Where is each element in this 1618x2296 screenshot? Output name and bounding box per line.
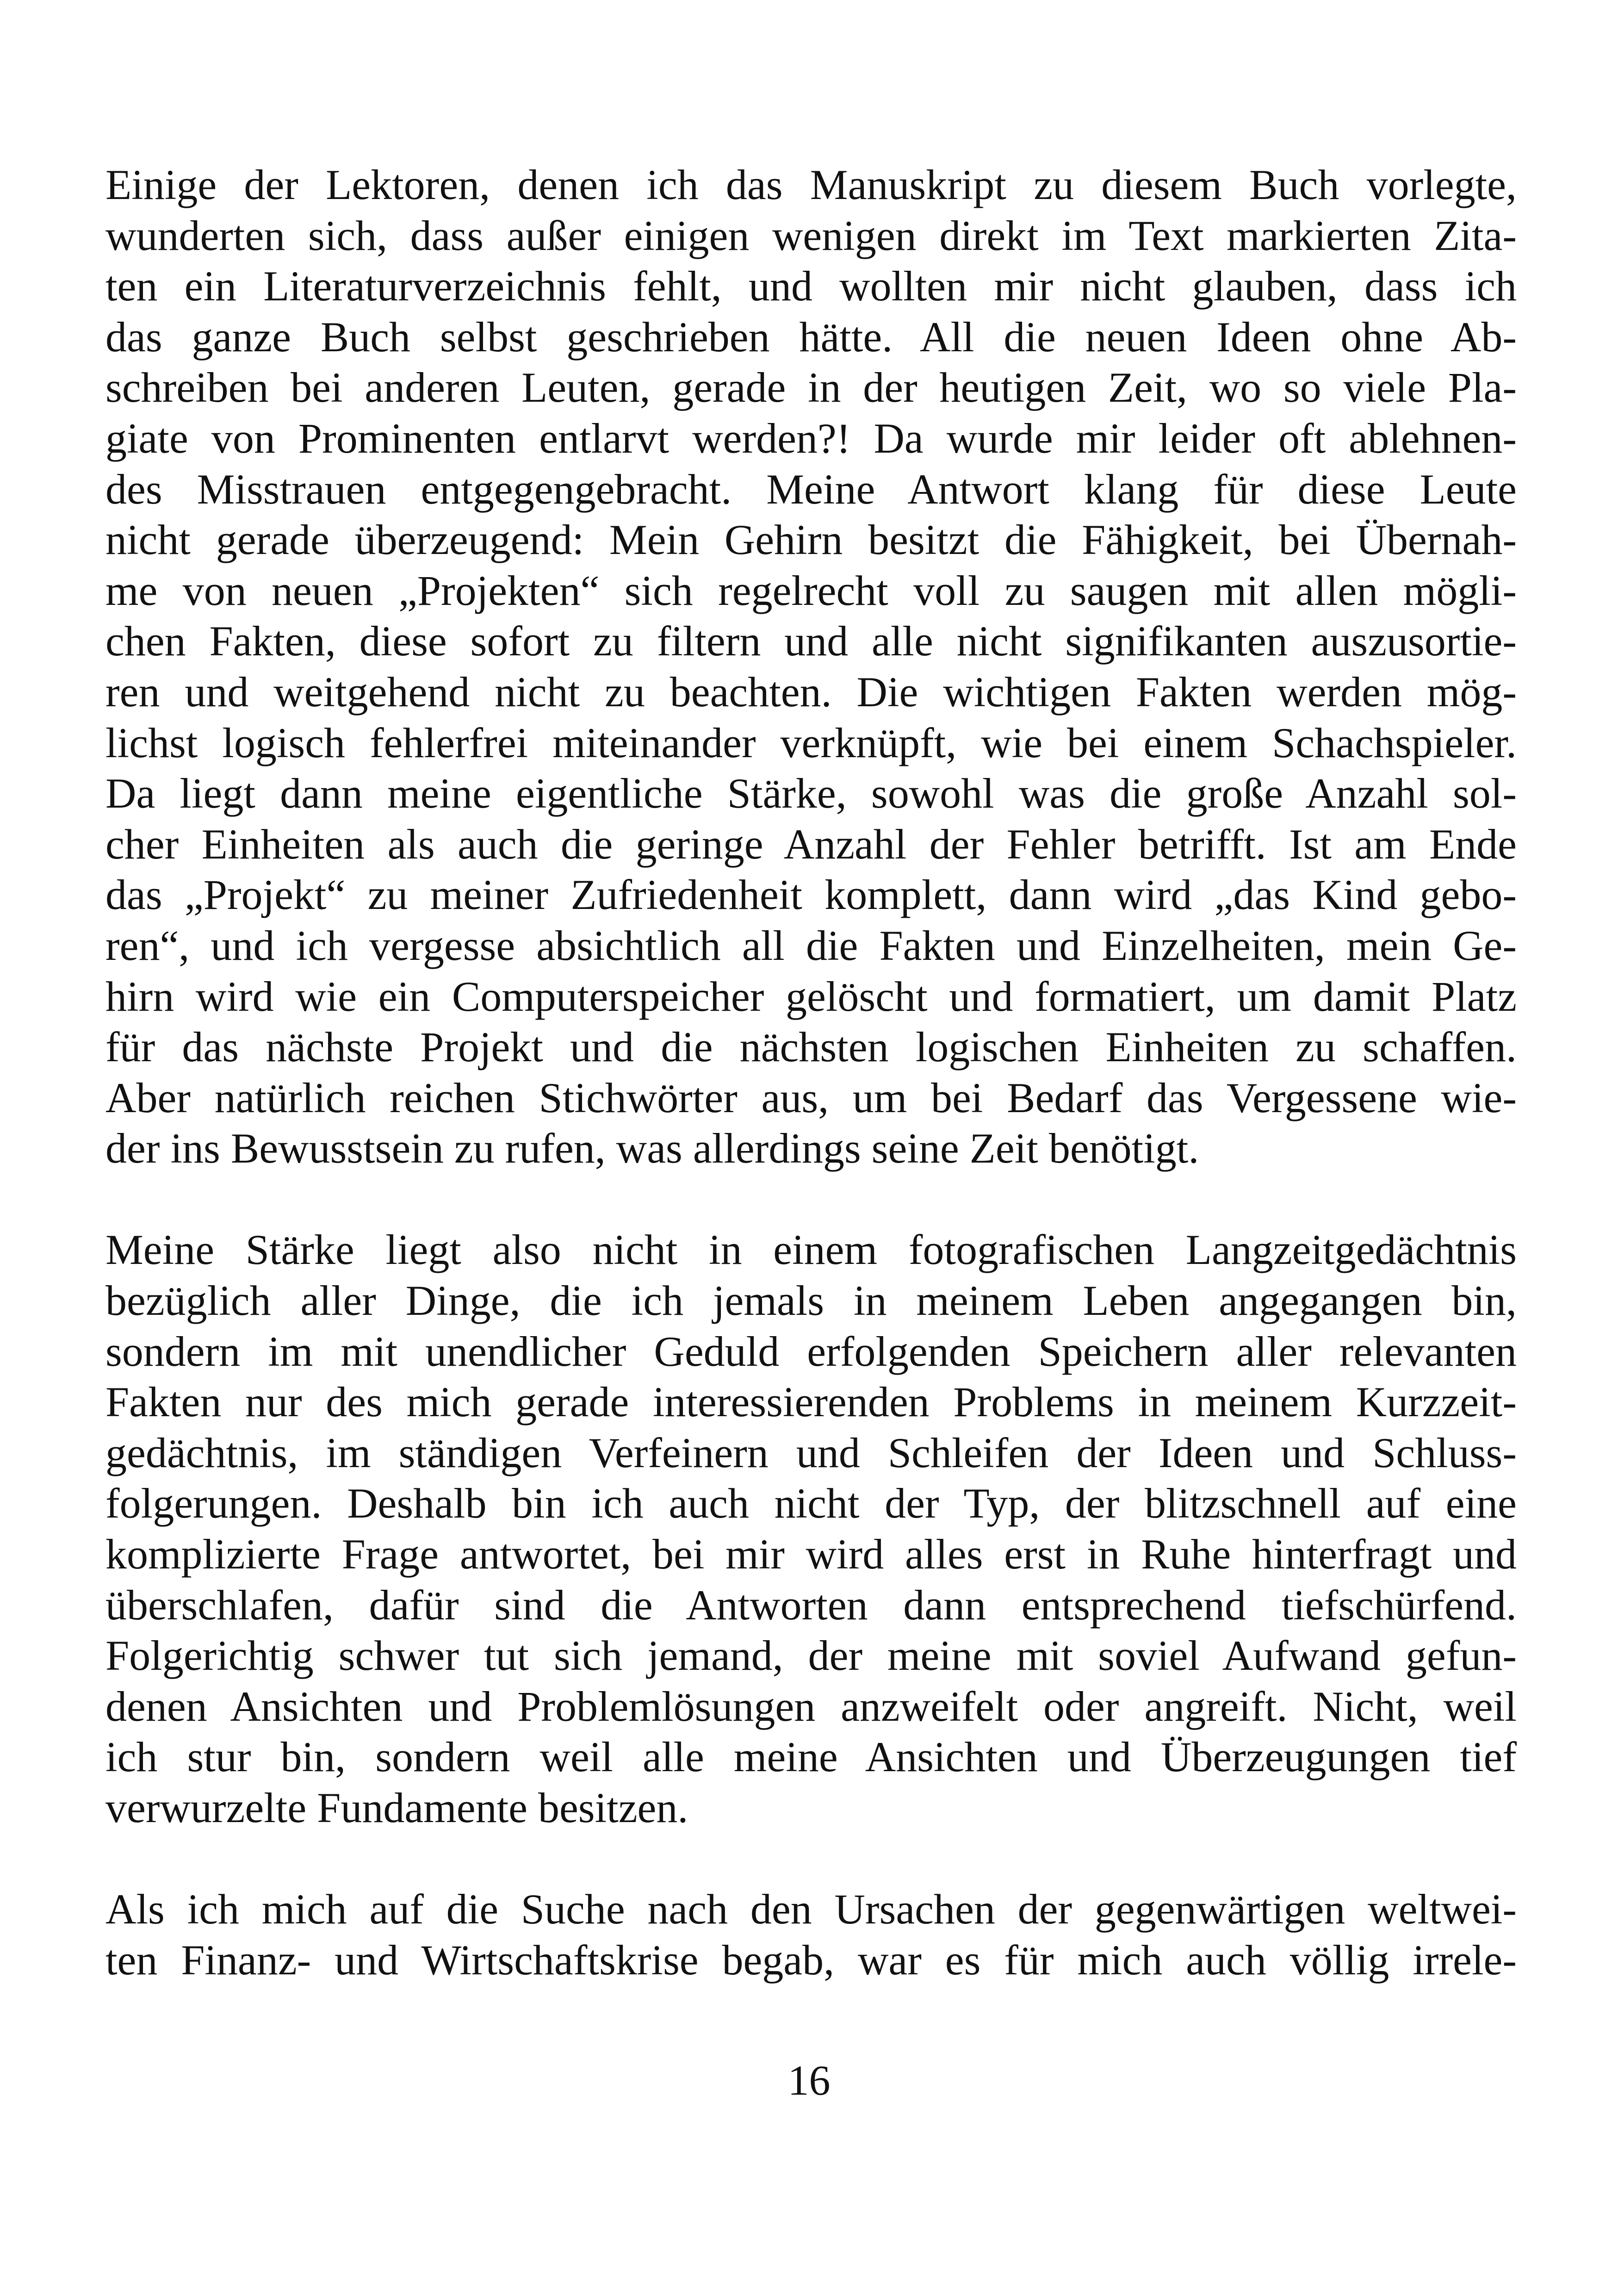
text-line: giate von Prominenten entlarvt werden?! Da wurde mir leider oft ablehnen- bbox=[105, 414, 1517, 462]
page-number: 16 bbox=[787, 2057, 831, 2104]
text-line: nicht gerade überzeugend: Mein Gehirn besitzt die Fähigkeit, bei Übernah- bbox=[105, 516, 1517, 564]
text-line: gedächtnis, im ständigen Verfeinern und Schleifen der Ideen und Schluss- bbox=[105, 1429, 1517, 1476]
text-line: überschlafen, dafür sind die Antworten dann entsprechend tiefschürfend. bbox=[105, 1581, 1517, 1629]
text-line: ich stur bin, sondern weil alle meine Ansichten und Überzeugungen tief bbox=[105, 1733, 1517, 1781]
text-line: folgerungen. Deshalb bin ich auch nicht der Typ, der blitzschnell auf eine bbox=[105, 1480, 1517, 1527]
paragraph-gap bbox=[105, 1834, 1517, 1885]
text-line: hirn wird wie ein Computerspeicher gelöscht und formatiert, um damit Platz bbox=[105, 972, 1517, 1020]
text-line: wunderten sich, dass außer einigen wenigen direkt im Text markierten Zita- bbox=[105, 212, 1517, 259]
text-line: Einige der Lektoren, denen ich das Manuskript zu diesem Buch vorlegte, bbox=[105, 161, 1517, 208]
text-line: sondern im mit unendlicher Geduld erfolgenden Speichern aller relevanten bbox=[105, 1327, 1517, 1375]
text-line: lichst logisch fehlerfrei miteinander verknüpft, wie bei einem Schachspieler. bbox=[105, 719, 1517, 766]
text-line: Aber natürlich reichen Stichwörter aus, um bei Bedarf das Vergessene wie- bbox=[105, 1074, 1517, 1121]
text-line: schreiben bei anderen Leuten, gerade in der heutigen Zeit, wo so viele Pla- bbox=[105, 364, 1517, 411]
text-line: ren und weitgehend nicht zu beachten. Die wichtigen Fakten werden mög- bbox=[105, 668, 1517, 716]
text-line: bezüglich aller Dinge, die ich jemals in meinem Leben angegangen bin, bbox=[105, 1277, 1517, 1325]
text-line: Fakten nur des mich gerade interessierenden Problems in meinem Kurzzeit- bbox=[105, 1378, 1517, 1426]
paragraph bbox=[105, 1884, 1517, 1985]
paragraph-gap bbox=[105, 1174, 1517, 1225]
text-line: chen Fakten, diese sofort zu filtern und alle nicht signifikanten auszusortie- bbox=[105, 617, 1517, 665]
text-line: das ganze Buch selbst geschrieben hätte. All die neuen Ideen ohne Ab- bbox=[105, 313, 1517, 361]
text-line: Folgerichtig schwer tut sich jemand, der meine mit soviel Aufwand gefun- bbox=[105, 1632, 1517, 1680]
text-line: das „Projekt“ zu meiner Zufriedenheit komplett, dann wird „das Kind gebo- bbox=[105, 871, 1517, 919]
text-line: Als ich mich auf die Suche nach den Ursachen der gegenwärtigen weltwei- bbox=[105, 1885, 1517, 1933]
text-line: denen Ansichten und Problemlösungen anzweifelt oder angreift. Nicht, weil bbox=[105, 1682, 1517, 1730]
paragraph bbox=[105, 1225, 1517, 1833]
text-line: für das nächste Projekt und die nächsten logischen Einheiten zu schaffen. bbox=[105, 1023, 1517, 1071]
text-line: me von neuen „Projekten“ sich regelrecht voll zu saugen mit allen mögli- bbox=[105, 566, 1517, 614]
text-line: verwurzelte Fundamente besitzen. bbox=[105, 1784, 688, 1831]
text-line: ten Finanz- und Wirtschaftskrise begab, war es für mich auch völlig irrele- bbox=[105, 1936, 1517, 1984]
text-line: Da liegt dann meine eigentliche Stärke, sowohl was die große Anzahl sol- bbox=[105, 770, 1517, 817]
text-line: der ins Bewusstsein zu rufen, was allerdings seine Zeit benötigt. bbox=[105, 1125, 1199, 1172]
text-line: Meine Stärke liegt also nicht in einem fotografischen Langzeitgedächtnis bbox=[105, 1226, 1517, 1274]
text-line: komplizierte Frage antwortet, bei mir wird alles erst in Ruhe hinterfragt und bbox=[105, 1531, 1517, 1578]
text-line: ren“, und ich vergesse absichtlich all die Fakten und Einzelheiten, mein Ge- bbox=[105, 921, 1517, 969]
paragraph bbox=[105, 160, 1517, 1174]
body-text bbox=[105, 160, 1517, 1985]
text-line: des Misstrauen entgegengebracht. Meine Antwort klang für diese Leute bbox=[105, 465, 1517, 513]
text-line: ten ein Literaturverzeichnis fehlt, und wollten mir nicht glauben, dass ich bbox=[105, 262, 1517, 310]
text-line: cher Einheiten als auch die geringe Anzahl der Fehler betrifft. Ist am Ende bbox=[105, 820, 1517, 868]
